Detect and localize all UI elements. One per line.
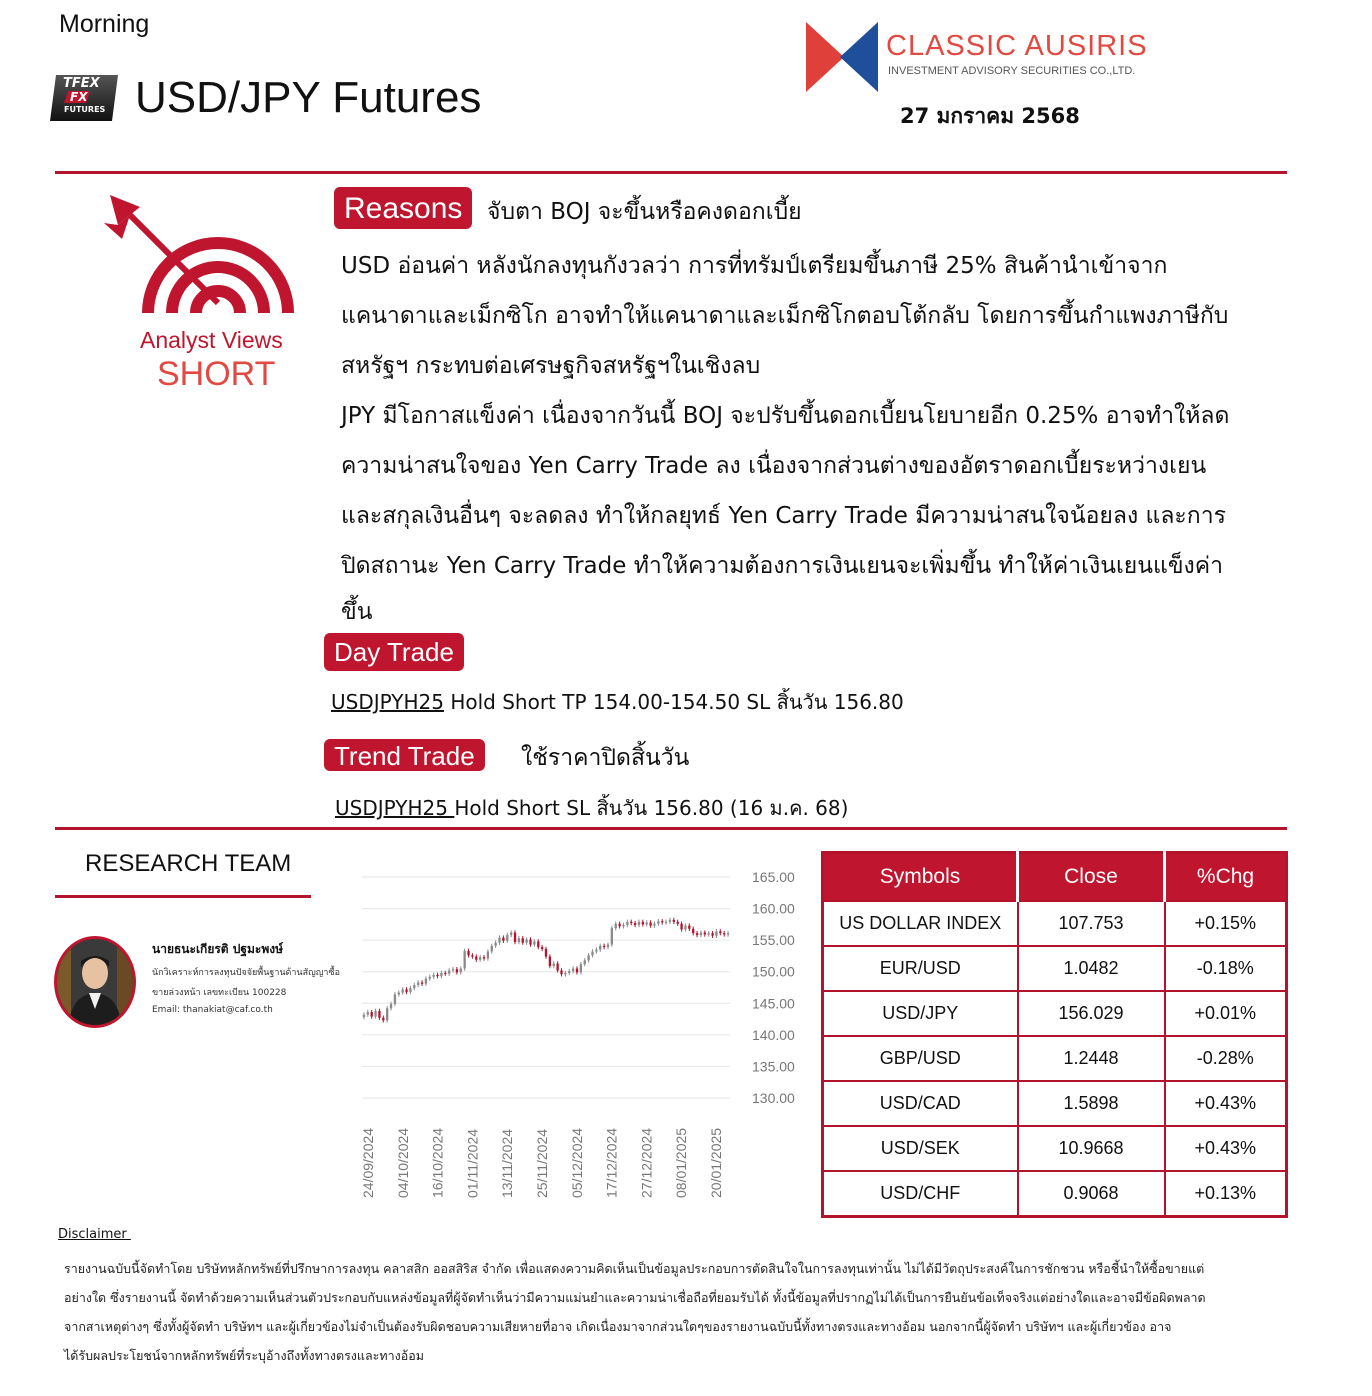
candle-body xyxy=(680,924,682,930)
report-date: 27 มกราคม 2568 xyxy=(900,104,1080,128)
analyst-role: นักวิเคราะห์การลงทุนปัจจัยพื้นฐานด้านสัญญาซื้อ xyxy=(152,968,340,978)
candle-body xyxy=(599,946,601,950)
candle-body xyxy=(398,993,400,995)
x-tick-label: 13/11/2024 xyxy=(499,1128,516,1198)
trend-trade-label: Trend Trade xyxy=(324,739,485,771)
x-tick-label: 04/10/2024 xyxy=(394,1127,411,1198)
candle-body xyxy=(390,1004,392,1008)
candle-body xyxy=(642,922,644,925)
analyst-name: นายธนะเกียรติ ปฐมะพงษ์ xyxy=(152,942,284,956)
candle-body xyxy=(665,922,667,923)
candle-body xyxy=(692,929,694,933)
candle-body xyxy=(653,924,655,926)
symbol-cell: USD/CAD xyxy=(823,1081,1018,1126)
reason-line-1: USD อ่อนค่า หลังนักลงทุนกังวลว่า การที่ทรัมป์เตรียมขึ้นภาษี 25% สินค้านำเข้าจาก xyxy=(341,253,1168,279)
reason-line-5: ความน่าสนใจของ Yen Carry Trade ลง เนื่องจากส่วนต่างของอัตราดอกเบี้ยระหว่างเยน xyxy=(341,453,1207,479)
trend-trade-note: ใช้ราคาปิดสิ้นวัน xyxy=(521,745,690,771)
candle-body xyxy=(409,988,411,992)
candle-body xyxy=(591,952,593,956)
reason-line-2: แคนาดาและเม็กซิโก อาจทำให้แคนาดาและเม็กซิโกตอบโต้กลับ โดยการขึ้นกำแพงภาษีกับ xyxy=(341,303,1229,329)
candle-body xyxy=(646,922,648,924)
futures-logo-text: FUTURES xyxy=(64,105,106,114)
candle-body xyxy=(549,957,551,966)
candle-body xyxy=(580,964,582,972)
company-name: CLASSIC AUSIRIS xyxy=(886,30,1148,62)
analyst-view-short: SHORT xyxy=(157,355,276,393)
candle-body xyxy=(649,922,651,925)
close-cell: 1.0482 xyxy=(1018,946,1165,991)
y-tick-label: 135.00 xyxy=(752,1058,795,1075)
candle-body xyxy=(684,926,686,930)
candle-body xyxy=(483,957,485,958)
candle-body xyxy=(533,941,535,944)
y-tick-label: 160.00 xyxy=(752,900,795,917)
header-chg: %Chg xyxy=(1165,853,1287,902)
chg-cell: +0.43% xyxy=(1165,1126,1287,1171)
quotes-header-row xyxy=(823,853,1287,902)
candle-body xyxy=(429,977,431,979)
candle-body xyxy=(463,951,465,969)
candle-body xyxy=(378,1011,380,1018)
candle-body xyxy=(525,940,527,943)
fx-logo-text: FX xyxy=(70,90,88,104)
table-row xyxy=(823,901,1287,946)
quotes-table xyxy=(821,851,1288,1218)
x-tick-label: 20/01/2025 xyxy=(708,1127,724,1198)
candle-body xyxy=(677,922,679,924)
candle-body xyxy=(502,938,504,941)
symbol-cell: USD/JPY xyxy=(823,991,1018,1036)
candle-body xyxy=(669,920,671,922)
y-tick-label: 150.00 xyxy=(752,963,795,980)
candle-body xyxy=(425,979,427,984)
trend-trade-text: Hold Short SL สิ้นวัน 156.80 (16 ม.ค. 68) xyxy=(454,796,849,820)
candle-body xyxy=(363,1015,365,1018)
candle-body xyxy=(417,982,419,985)
analyst-license: ขายล่วงหน้า เลขทะเบียน 100228 xyxy=(152,988,287,998)
candle-body xyxy=(564,973,566,974)
close-cell: 0.9068 xyxy=(1018,1171,1165,1217)
candle-body xyxy=(452,969,454,970)
candle-body xyxy=(622,925,624,926)
trend-trade-symbol: USDJPYH25 xyxy=(335,796,455,820)
candle-body xyxy=(405,989,407,992)
chg-cell: +0.13% xyxy=(1165,1171,1287,1217)
day-trade-label: Day Trade xyxy=(324,633,464,671)
candle-body xyxy=(634,923,636,925)
candle-body xyxy=(436,975,438,976)
candle-body xyxy=(723,933,725,934)
candle-body xyxy=(715,931,717,935)
disclaimer-line-2: อย่างใด ซึ่งรายงานนี้ จัดทำด้วยความเห็นส่วนตัวประกอบกับแหล่งข้อมูลที่ผู้จัดทำเห็นว่ามีความแม่นยำและความน่าเชื่อถือที่ยอมรับได้ ทั้งนี้ข้อมูลที่ปรากฏไม่ได้เป็นการยืนยันข้อเท็จจริงแต่อย่างใดและอาจมีข้อผิดพลาด xyxy=(64,1290,1206,1305)
candle-body xyxy=(607,945,609,948)
candle-body xyxy=(700,933,702,936)
chg-cell: -0.18% xyxy=(1165,946,1287,991)
disclaimer-line-3: จากสาเหตุต่างๆ ซึ่งทั้งผู้จัดทำ บริษัทฯ และผู้เกี่ยวข้องไม่จำเป็นต้องรับผิดชอบความเสียหายที่อาจ เกิดเนื่องมาจากส่วนใดๆของรายงานฉบับนี้ทั้งทางตรงและทางอ้อม นอกจากนี้ผู้จัดทำ บริษัทฯ และผู้เกี่ยวข้อง อาจ xyxy=(64,1319,1172,1334)
candle-body xyxy=(506,935,508,941)
candle-body xyxy=(386,1008,388,1020)
candle-body xyxy=(719,931,721,933)
candle-body xyxy=(374,1011,376,1017)
candle-body xyxy=(568,971,570,973)
candle-body xyxy=(518,938,520,942)
chg-cell: +0.43% xyxy=(1165,1081,1287,1126)
session-label: Morning xyxy=(59,10,150,38)
candle-body xyxy=(491,946,493,952)
company-subtitle: INVESTMENT ADVISORY SECURITIES CO.,LTD. xyxy=(888,65,1136,77)
x-tick-label: 17/12/2024 xyxy=(603,1127,620,1198)
candle-body xyxy=(584,960,586,964)
reason-line-4: JPY มีโอกาสแข็งค่า เนื่องจากวันนี้ BOJ จะปรับขึ้นดอกเบี้ยนโยบายอีก 0.25% อาจทำให้ลด xyxy=(341,403,1230,429)
symbol-cell: USD/SEK xyxy=(823,1126,1018,1171)
x-tick-label: 24/09/2024 xyxy=(360,1127,376,1198)
research-team-underline xyxy=(55,895,311,898)
candle-body xyxy=(367,1012,369,1015)
y-tick-label: 165.00 xyxy=(752,869,795,885)
day-trade-line xyxy=(331,686,904,718)
x-tick-label: 05/12/2024 xyxy=(568,1127,585,1198)
candle-body xyxy=(626,922,628,925)
reason-line-3: สหรัฐฯ กระทบต่อเศรษฐกิจสหรัฐฯในเชิงลบ xyxy=(341,353,761,379)
candle-body xyxy=(553,964,555,967)
table-row xyxy=(823,1036,1287,1081)
candle-body xyxy=(696,933,698,935)
candle-body xyxy=(556,964,558,971)
candle-body xyxy=(510,933,512,936)
candle-body xyxy=(498,938,500,943)
candle-body xyxy=(661,921,663,922)
candle-body xyxy=(456,969,458,972)
reasons-headline: จับตา BOJ จะขึ้นหรือคงดอกเบี้ย xyxy=(487,199,802,225)
candle-body xyxy=(371,1012,373,1016)
analyst-avatar xyxy=(54,936,136,1028)
candle-body xyxy=(603,946,605,947)
reason-line-8: ขึ้น xyxy=(341,599,373,625)
candle-body xyxy=(587,955,589,960)
candle-body xyxy=(708,933,710,934)
header-symbols: Symbols xyxy=(823,853,1018,902)
y-tick-label: 130.00 xyxy=(752,1090,795,1106)
candle-body xyxy=(657,921,659,924)
research-team-heading: RESEARCH TEAM xyxy=(85,850,292,877)
candle-body xyxy=(615,924,617,928)
reason-line-6: และสกุลเงินอื่นๆ จะลดลง ทำให้กลยุทธ์ Yen Carry Trade มีความน่าสนใจน้อยลง และการ xyxy=(341,503,1226,529)
usdjpy-candlestick-chart xyxy=(330,860,810,1205)
candle-body xyxy=(467,951,469,955)
header-divider xyxy=(55,171,1287,174)
disclaimer-heading: Disclaimer xyxy=(58,1227,131,1242)
candle-body xyxy=(494,943,496,946)
symbol-cell: EUR/USD xyxy=(823,946,1018,991)
candle-body xyxy=(704,933,706,935)
close-cell: 1.5898 xyxy=(1018,1081,1165,1126)
disclaimer-line-4: ได้รับผลประโยชน์จากหลักทรัพย์ที่ระบุอ้างถึงทั้งทางตรงและทางอ้อม xyxy=(64,1348,424,1363)
candle-body xyxy=(522,938,524,942)
candle-body xyxy=(673,920,675,922)
candle-body xyxy=(630,922,632,923)
x-tick-label: 16/10/2024 xyxy=(429,1127,446,1198)
table-row xyxy=(823,1081,1287,1126)
symbol-cell: USD/CHF xyxy=(823,1171,1018,1217)
day-trade-text: Hold Short TP 154.00-154.50 SL สิ้นวัน 156.80 xyxy=(443,690,904,714)
disclaimer-line-1: รายงานฉบับนี้จัดทำโดย บริษัทหลักทรัพย์ที่ปรึกษาการลงทุน คลาสสิก ออสสิริส จำกัด เพื่อแสดงความคิดเห็นเป็นข้อมูลประกอบการตัดสินใจในการลงทุนเท่านั้น ไม่ได้มีวัตถุประสงค์ในการชักชวน หรือชี้นำให้ซื้อขายแต่ xyxy=(64,1261,1205,1276)
analyst-views-label: Analyst Views xyxy=(140,327,283,353)
target-arrow-icon xyxy=(100,195,300,330)
symbol-cell: GBP/USD xyxy=(823,1036,1018,1081)
candle-body xyxy=(479,957,481,960)
candle-body xyxy=(433,975,435,977)
x-tick-label: 25/11/2024 xyxy=(534,1128,550,1198)
close-cell: 1.2448 xyxy=(1018,1036,1165,1081)
x-tick-label: 27/12/2024 xyxy=(638,1127,655,1198)
table-row xyxy=(823,1171,1287,1217)
reasons-label: Reasons xyxy=(334,187,472,229)
candle-body xyxy=(541,947,543,949)
candle-body xyxy=(402,989,404,992)
candle-body xyxy=(572,969,574,972)
table-row xyxy=(823,991,1287,1036)
candle-body xyxy=(440,973,442,976)
candle-body xyxy=(576,969,578,973)
candle-body xyxy=(487,952,489,959)
candle-body xyxy=(475,957,477,960)
table-row xyxy=(823,946,1287,991)
table-row xyxy=(823,1126,1287,1171)
candle-body xyxy=(413,985,415,988)
day-trade-symbol: USDJPYH25 xyxy=(331,690,444,714)
candle-body xyxy=(727,933,729,934)
x-tick-label: 08/01/2025 xyxy=(673,1127,690,1198)
close-cell: 156.029 xyxy=(1018,991,1165,1036)
candle-body xyxy=(611,928,613,944)
candle-body xyxy=(460,969,462,973)
company-logo-icon xyxy=(806,22,878,92)
candle-body xyxy=(595,950,597,952)
candle-body xyxy=(618,924,620,927)
close-cell: 10.9668 xyxy=(1018,1126,1165,1171)
chg-cell: +0.01% xyxy=(1165,991,1287,1036)
candle-body xyxy=(444,973,446,974)
header-close: Close xyxy=(1018,853,1165,902)
candle-body xyxy=(382,1018,384,1021)
analyst-email: Email: thanakiat@caf.co.th xyxy=(152,1005,273,1015)
y-tick-label: 145.00 xyxy=(752,995,795,1012)
candle-body xyxy=(394,994,396,1003)
candle-body xyxy=(545,949,547,957)
candle-body xyxy=(688,926,690,929)
candle-body xyxy=(560,970,562,974)
trend-trade-line xyxy=(335,792,848,824)
chg-cell: -0.28% xyxy=(1165,1036,1287,1081)
candle-body xyxy=(448,970,450,973)
candle-body xyxy=(471,955,473,956)
candle-body xyxy=(421,982,423,983)
tfex-logo-text: TFEX xyxy=(63,76,100,91)
candle-body xyxy=(537,941,539,947)
candle-body xyxy=(529,940,531,945)
symbol-cell: US DOLLAR INDEX xyxy=(823,901,1018,946)
y-tick-label: 155.00 xyxy=(752,932,795,949)
page-title: USD/JPY Futures xyxy=(135,73,482,122)
candle-body xyxy=(711,933,713,936)
tfex-fx-futures-logo xyxy=(50,75,118,121)
section-divider xyxy=(55,827,1287,830)
candle-body xyxy=(514,933,516,942)
chg-cell: +0.15% xyxy=(1165,901,1287,946)
x-tick-label: 01/11/2024 xyxy=(464,1128,481,1198)
candle-body xyxy=(638,922,640,925)
close-cell: 107.753 xyxy=(1018,901,1165,946)
y-tick-label: 140.00 xyxy=(752,1026,795,1043)
reason-line-7: ปิดสถานะ Yen Carry Trade ทำให้ความต้องการเงินเยนจะเพิ่มขึ้น ทำให้ค่าเงินเยนแข็งค่า xyxy=(341,553,1224,579)
